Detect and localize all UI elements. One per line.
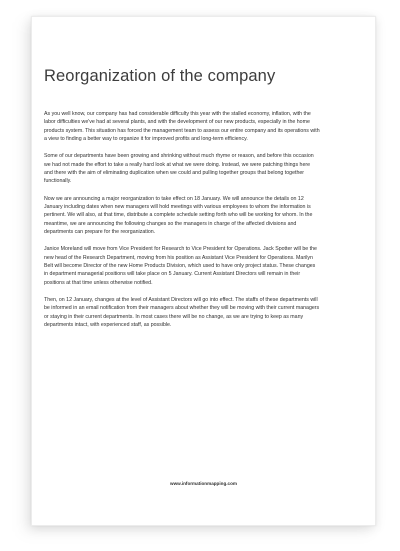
footer-url: www.informationmapping.com xyxy=(170,481,237,486)
paragraph: Janice Moreland will move from Vice President for Research to Vice President for Operations. Jack Spotter will be the new head of the Research Department, moving from his position as Assistant Vice President for Operations. Marilyn Belt will become Director of the new Home Products Division, which used to have only project status. These changes in department managerial positions will take place on 5 January. Current Assistant Directors will remain in their positions at that time unless otherwise notified. xyxy=(44,246,317,286)
paragraph: Now we are announcing a major reorganization to take effect on 18 January. We will announce the details on 12 January including dates when new managers will hold meetings with various employees to whom the information is pertinent. We will also, at that time, distribute a complete schedule setting forth who will be working for whom. In the meantime, we are announcing the following changes so the managers in charge of the affected divisions and departments can prepare for the reorganization. xyxy=(44,195,313,235)
paragraph: Some of our departments have been growing and shrinking without much rhyme or reason, and before this occasion we had not made the effort to take a really hard look at what we were doing. Instead, we were patching things here and there with the aim of eliminating duplication when we could and pulling together groups that belong together functionally. xyxy=(44,153,314,185)
paragraph: Then, on 12 January, changes at the level of Assistant Directors will go into effect. The staffs of these departments will be informed in an email notification from their managers about whether they will be moving with their current managers or staying in their current departments. In most cases there will be no change, as we are trying to keep as many departments intact, with experienced staff, as possible. xyxy=(44,297,320,328)
paragraph: As you well know, our company has had considerable difficulty this year with the stalled economy, inflation, with the labor difficulties we've had at several plants, and with the development of our new products, especially in the home products system. This situation has forced the management team to assess our entire company and its operations with a view to finding a better way to organize it for improved profits and long-term efficiency. xyxy=(44,111,320,142)
document-title: Reorganization of the company xyxy=(44,67,276,85)
document-body xyxy=(44,110,320,338)
